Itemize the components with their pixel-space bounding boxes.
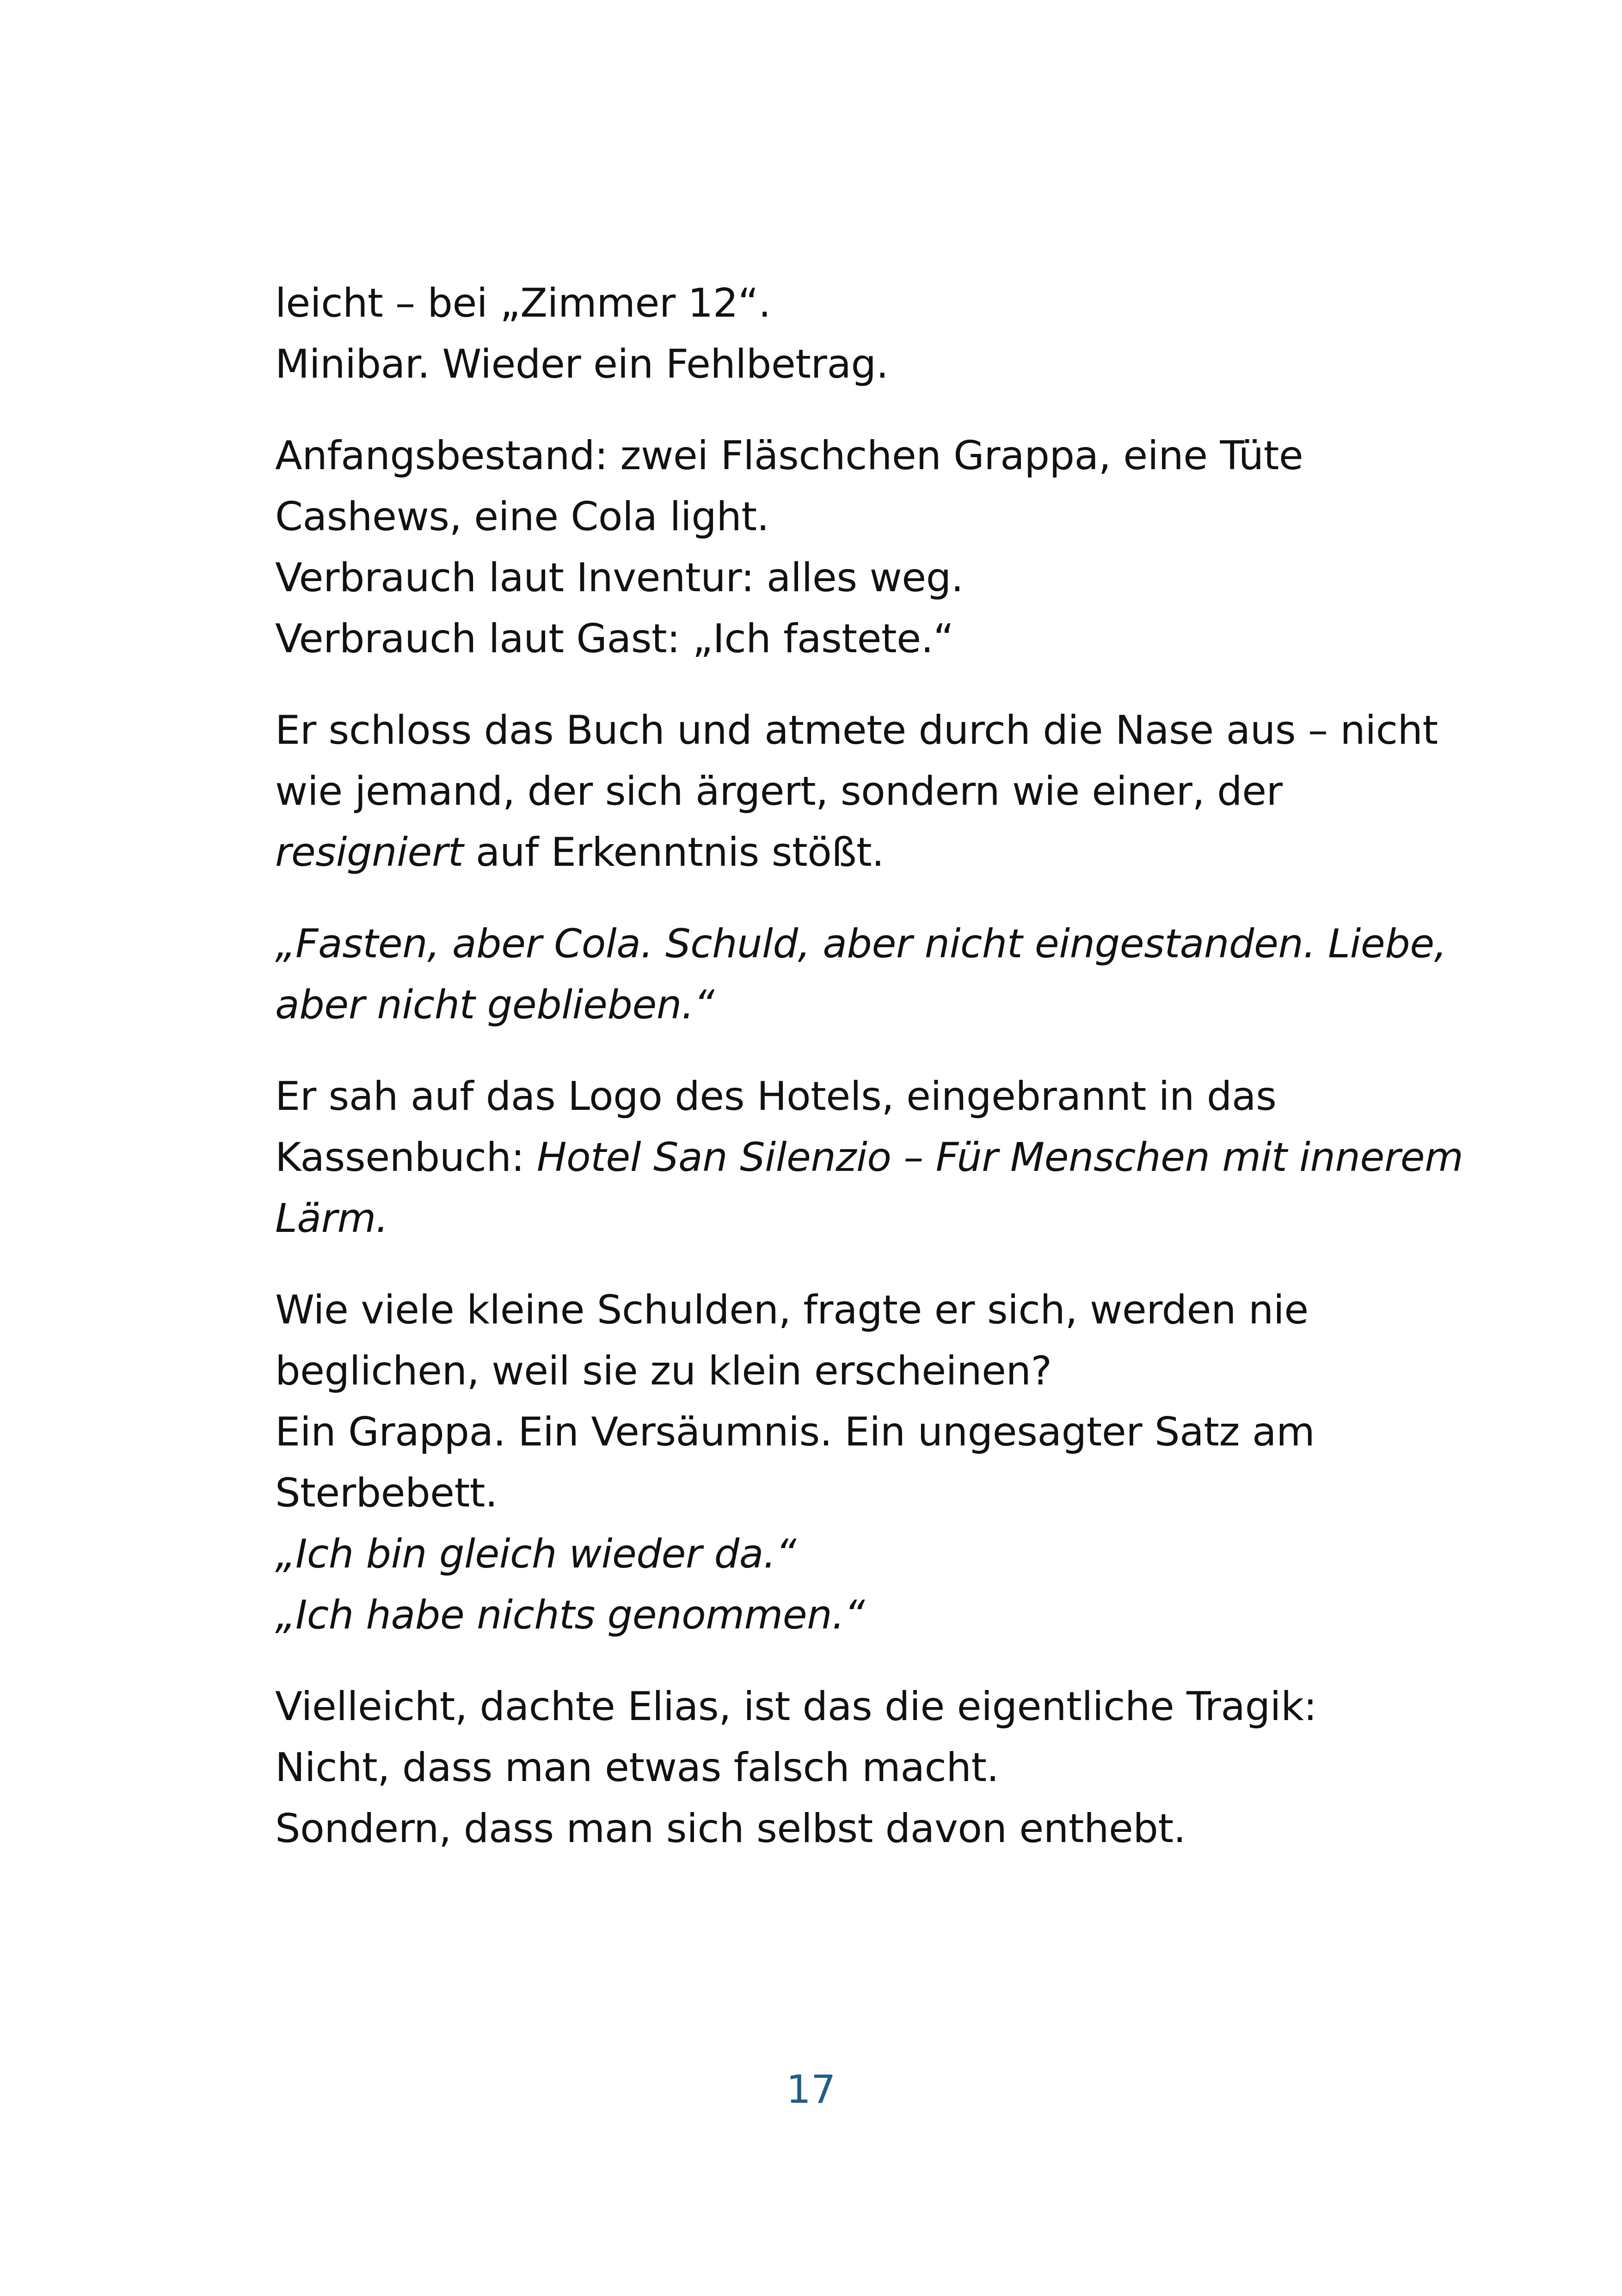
text-line [275,1463,1422,1524]
text-line [275,1280,1422,1341]
text-run: Sondern, dass man sich selbst davon enthebt. [275,1806,1186,1852]
text-line [275,1798,1422,1859]
text-run: Nicht, dass man etwas falsch macht. [275,1745,999,1791]
paragraph [275,700,1438,883]
text-line [275,425,1422,486]
text-line [275,1066,1422,1127]
text-run: leicht – bei „Zimmer 12“. [275,280,771,326]
text-line [275,334,1422,395]
italic-text: Lärm. [275,1195,388,1242]
paragraph [275,425,1422,669]
text-line [275,1188,1422,1249]
text-line [275,761,1422,822]
italic-text: „Fasten, aber Cola. Schuld, aber nicht eingestanden. Liebe, [275,921,1447,967]
text-line [275,1737,1422,1798]
text-line [275,700,1438,761]
body-text [275,273,1463,1890]
text-run: Er schloss das Buch und atmete durch die Nase aus – nicht [275,707,1438,753]
italic-text: „Ich bin gleich wieder da.“ [275,1531,796,1577]
text-run: Minibar. Wieder ein Fehlbetrag. [275,341,889,387]
text-run: Er sah auf das Logo des Hotels, eingebrannt in das [275,1073,1277,1120]
text-run: Ein Grappa. Ein Versäumnis. Ein ungesagter Satz am [275,1409,1315,1455]
text-run: Wie viele kleine Schulden, fragte er sich, werden nie [275,1287,1309,1333]
text-line [275,486,1422,547]
text-line [275,1524,1422,1585]
paragraph [275,1066,1463,1249]
text-run: auf Erkenntnis stößt. [463,829,885,876]
italic-text: aber nicht geblieben.“ [275,982,714,1028]
text-run: Anfangsbestand: zwei Fläschchen Grappa, eine Tüte [275,433,1303,479]
page-number: 17 [786,2067,836,2112]
paragraph [275,273,1422,395]
text-line [275,1341,1422,1402]
text-line [275,974,1422,1035]
text-line [275,1402,1422,1463]
paragraph [275,1280,1422,1646]
text-run: Sterbebett. [275,1470,498,1516]
text-line [275,608,1422,669]
text-line [275,1676,1422,1737]
text-run: Verbrauch laut Inventur: alles weg. [275,555,964,601]
text-line [275,913,1447,974]
text-run: Cashews, eine Cola light. [275,494,769,540]
text-run: beglichen, weil sie zu klein erscheinen? [275,1348,1052,1394]
text-line [275,547,1422,608]
text-run: Verbrauch laut Gast: „Ich fastete.“ [275,616,954,662]
text-line [275,822,1422,883]
italic-text: „Ich habe nichts genommen.“ [275,1592,865,1638]
italic-text: resigniert [275,829,463,876]
paragraph [275,1676,1422,1859]
text-run: Vielleicht, dachte Elias, ist das die eigentliche Tragik: [275,1684,1317,1730]
text-run: wie jemand, der sich ärgert, sondern wie einer, der [275,768,1283,814]
paragraph [275,913,1447,1035]
text-line [275,1127,1463,1188]
text-line [275,273,1422,334]
italic-text: Hotel San Silenzio – Für Menschen mit innerem [536,1134,1463,1181]
text-run: Kassenbuch: [275,1134,537,1181]
text-line [275,1585,1422,1646]
